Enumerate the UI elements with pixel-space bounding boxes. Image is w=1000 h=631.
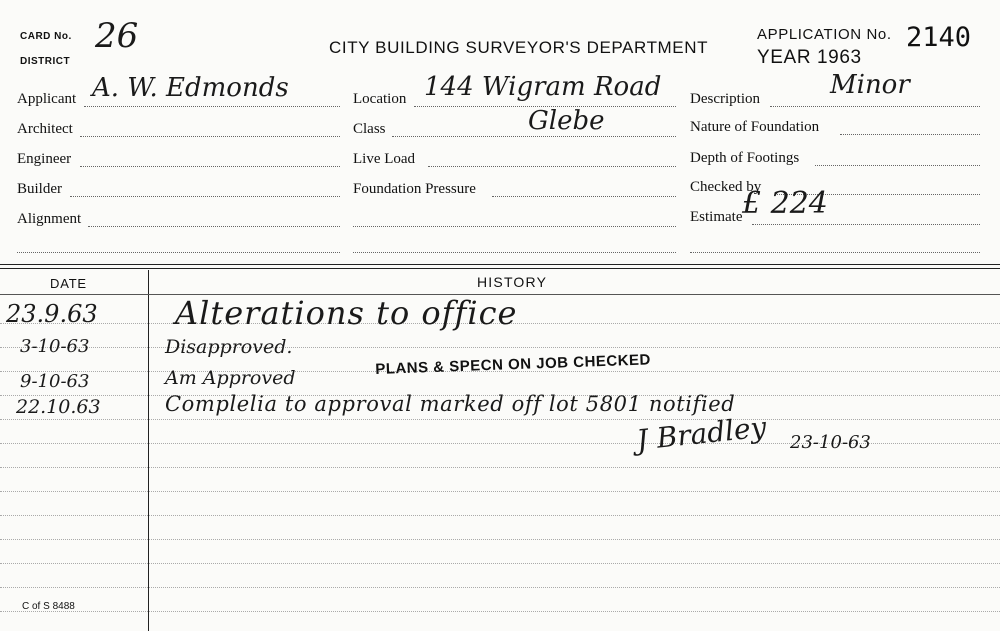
history-rule (0, 419, 1000, 420)
nature-of-foundation-label: Nature of Foundation (690, 119, 820, 135)
application-no-value: 2140 (906, 22, 972, 53)
section-divider-bottom (0, 268, 1000, 269)
year-label: YEAR 1963 (757, 47, 862, 68)
left-extra-line (17, 252, 340, 253)
location-label: Location (353, 91, 407, 107)
history-rule (0, 347, 1000, 348)
alignment-line (88, 226, 340, 227)
section-divider-top (0, 264, 1000, 265)
history-rule (0, 611, 1000, 612)
district-label: DISTRICT (20, 56, 71, 67)
history-rule (0, 467, 1000, 468)
history-text-3: Am Approved (165, 367, 296, 389)
alignment-label: Alignment (17, 211, 82, 227)
foundation-pressure-line (492, 196, 676, 197)
history-rule (0, 539, 1000, 540)
architect-label: Architect (17, 121, 73, 137)
builder-label: Builder (17, 181, 62, 197)
location-value: 144 Wigram Road (424, 72, 662, 102)
application-no-label: APPLICATION No. (757, 26, 892, 43)
card-no-value: 26 (95, 16, 139, 56)
approval-stamp: PLANS & SPECN ON JOB CHECKED (375, 351, 652, 378)
date-column-header: DATE (50, 276, 87, 291)
class-line (392, 136, 676, 137)
depth-of-footings-label: Depth of Footings (690, 150, 800, 166)
middle-extra-line-1 (353, 226, 676, 227)
location-value-suburb: Glebe (528, 106, 605, 136)
department-title: CITY BUILDING SURVEYOR'S DEPARTMENT (329, 38, 709, 57)
history-rule (0, 515, 1000, 516)
estimate-label: Estimate (690, 209, 743, 225)
history-rule (0, 587, 1000, 588)
history-date-2: 3-10-63 (20, 336, 90, 357)
date-history-separator (148, 270, 149, 631)
history-column-header: HISTORY (477, 274, 548, 290)
applicant-label: Applicant (17, 91, 77, 107)
estimate-value: £ 224 (742, 186, 828, 221)
history-text-4: Complelia to approval marked off lot 5801 notified (165, 392, 736, 416)
signature-date: 23-10-63 (790, 432, 871, 453)
applicant-line (84, 106, 340, 107)
checked-by-label: Checked by (690, 179, 762, 195)
history-date-3: 9-10-63 (20, 371, 90, 392)
applicant-value: A. W. Edmonds (92, 73, 289, 103)
middle-extra-line-2 (353, 252, 676, 253)
class-label: Class (353, 121, 386, 137)
description-line (770, 106, 980, 107)
builder-line (70, 196, 340, 197)
history-date-1: 23.9.63 (6, 300, 98, 328)
estimate-line (752, 224, 980, 225)
engineer-line (80, 166, 340, 167)
description-value: Minor (830, 70, 910, 100)
card-no-label: CARD No. (20, 31, 72, 42)
live-load-line (428, 166, 676, 167)
foundation-pressure-label: Foundation Pressure (353, 181, 476, 197)
form-code: C of S 8488 (22, 601, 75, 612)
engineer-label: Engineer (17, 151, 72, 167)
description-label: Description (690, 91, 760, 107)
history-text-1: Alterations to office (175, 294, 518, 332)
history-rule (0, 563, 1000, 564)
history-date-4: 22.10.63 (16, 396, 101, 418)
depth-of-footings-line (815, 165, 980, 166)
live-load-label: Live Load (353, 151, 416, 167)
history-rule (0, 491, 1000, 492)
architect-line (80, 136, 340, 137)
nature-of-foundation-line (840, 134, 980, 135)
right-extra-line (690, 252, 980, 253)
signature: J Bradley (635, 410, 768, 457)
history-text-2: Disapproved. (165, 336, 293, 358)
